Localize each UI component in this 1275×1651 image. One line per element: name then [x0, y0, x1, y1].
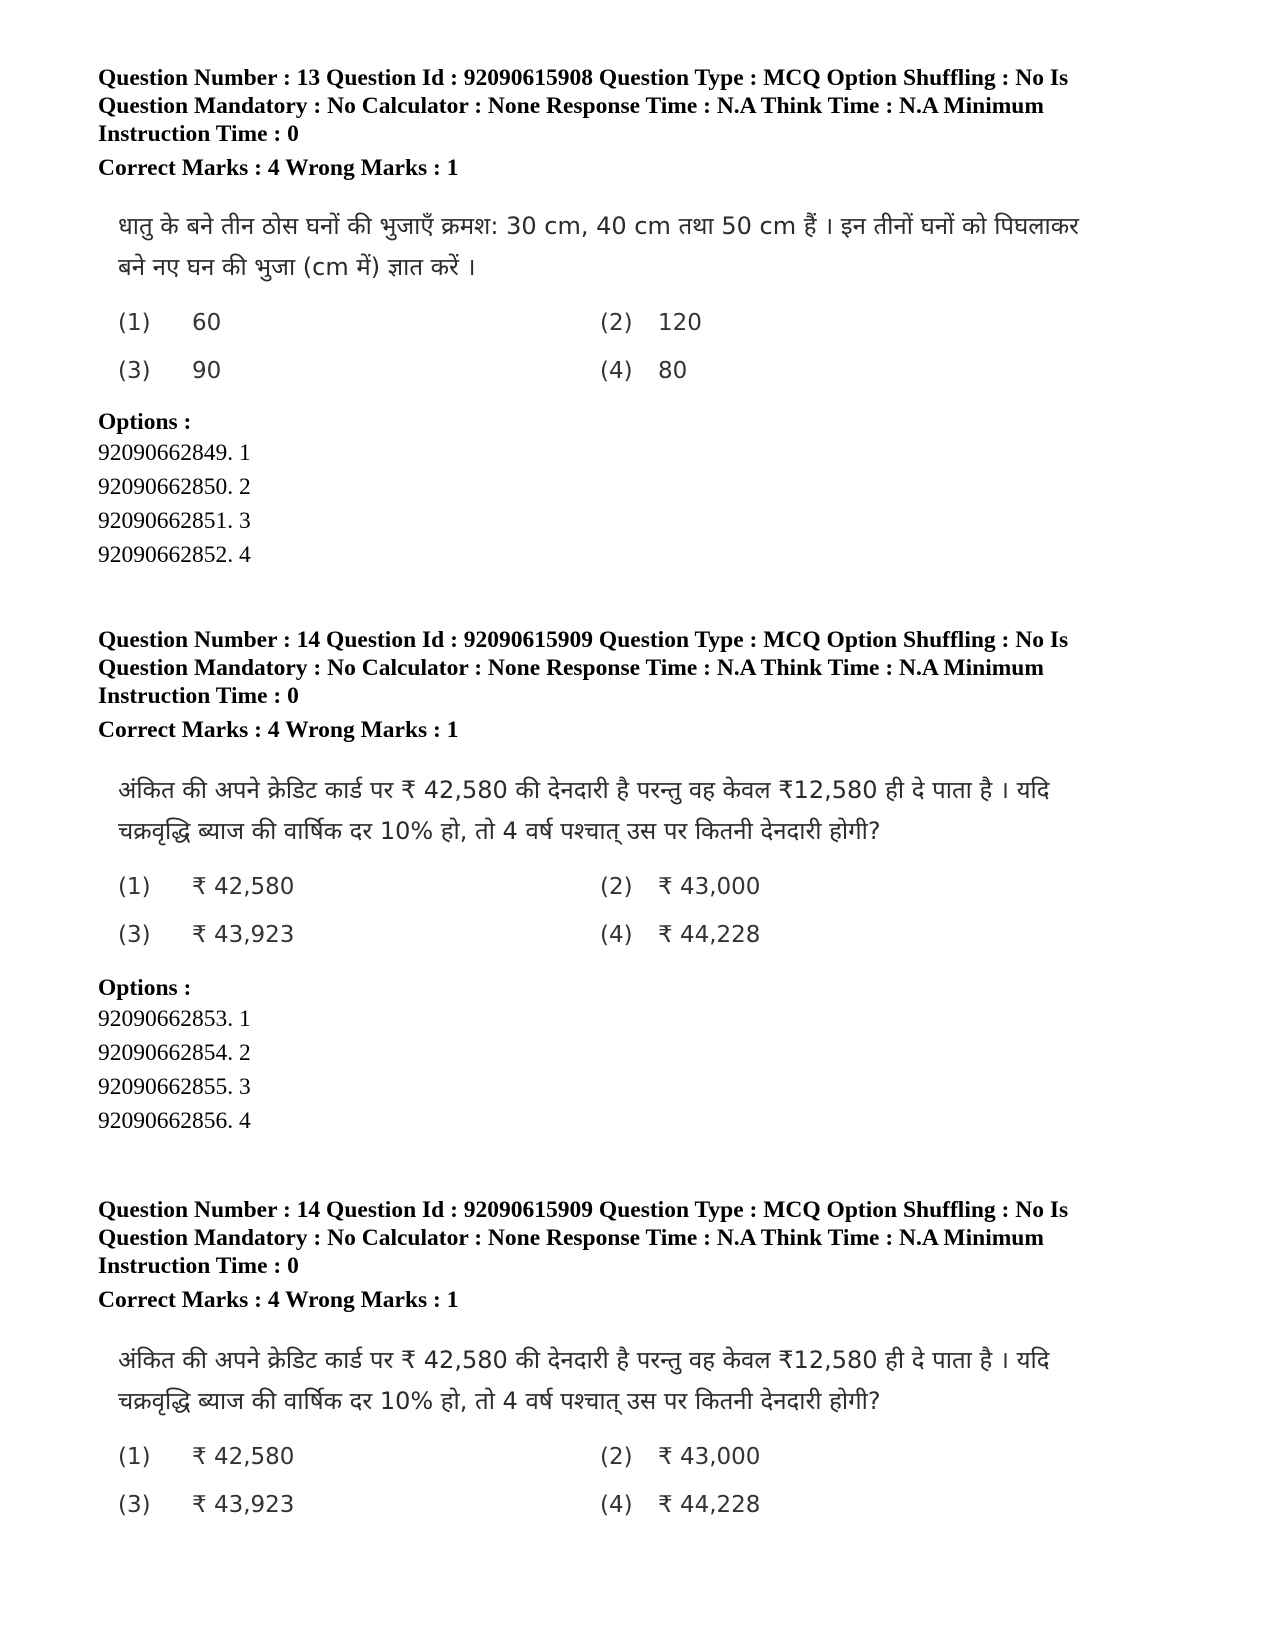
- choice-3: [118, 1490, 294, 1520]
- choice-3: [118, 920, 294, 950]
- question-meta-line-1: Question Number : 14 Question Id : 92090615909 Question Type : MCQ Option Shuffling : No Is: [98, 627, 1069, 653]
- choice-number: (4): [600, 1492, 633, 1518]
- option-row: 92090662853. 1: [98, 1006, 251, 1032]
- choice-1: [118, 872, 294, 902]
- question-text-line-1: अंकित की अपने क्रेडिट कार्ड पर ₹ 42,580 की देनदारी है परन्तु वह केवल ₹12,580 ही दे पाता है । यदि: [118, 1346, 1050, 1374]
- option-row: 92090662855. 3: [98, 1074, 251, 1100]
- question-body: [118, 770, 1158, 970]
- choice-value: ₹ 42,580: [192, 1444, 295, 1470]
- choice-2: [600, 308, 702, 338]
- choice-number: (3): [118, 922, 151, 948]
- choice-value: ₹ 44,228: [658, 1492, 761, 1518]
- question-text-line-2: बने नए घन की भुजा (cm में) ज्ञात करें ।: [118, 253, 476, 281]
- question-meta-line-2: Question Mandatory : No Calculator : None Response Time : N.A Think Time : N.A Minimum: [98, 1225, 1044, 1251]
- question-text-line-2: चक्रवृद्धि ब्याज की वार्षिक दर 10% हो, तो 4 वर्ष पश्चात् उस पर कितनी देनदारी होगी?: [118, 1387, 881, 1415]
- question-meta-line-3: Instruction Time : 0: [98, 1253, 299, 1279]
- question-marks: Correct Marks : 4 Wrong Marks : 1: [98, 155, 459, 181]
- choice-number: (3): [118, 358, 151, 384]
- choice-4: [600, 356, 687, 386]
- question-meta-line-3: Instruction Time : 0: [98, 683, 299, 709]
- choice-3: [118, 356, 221, 386]
- choice-value: ₹ 44,228: [658, 922, 761, 948]
- choice-number: (2): [600, 310, 633, 336]
- choice-1: [118, 1442, 294, 1472]
- choice-value: 80: [658, 358, 688, 384]
- choice-value: ₹ 43,000: [658, 874, 761, 900]
- choice-number: (3): [118, 1492, 151, 1518]
- question-body: [118, 206, 1158, 406]
- choice-value: ₹ 42,580: [192, 874, 295, 900]
- choice-number: (1): [118, 874, 151, 900]
- choice-value: ₹ 43,000: [658, 1444, 761, 1470]
- choice-4: [600, 1490, 760, 1520]
- question-text-line-1: धातु के बने तीन ठोस घनों की भुजाएँ क्रमश: 30 cm, 40 cm तथा 50 cm हैं । इन तीनों घनों को पिघलाकर: [118, 212, 1079, 240]
- question-meta-line-1: Question Number : 13 Question Id : 92090615908 Question Type : MCQ Option Shuffling : No Is: [98, 65, 1069, 91]
- question-meta-line-1: Question Number : 14 Question Id : 92090615909 Question Type : MCQ Option Shuffling : No Is: [98, 1197, 1069, 1223]
- choice-grid: [118, 306, 1158, 406]
- choice-2: [600, 1442, 760, 1472]
- question-marks: Correct Marks : 4 Wrong Marks : 1: [98, 1287, 459, 1313]
- choice-number: (4): [600, 922, 633, 948]
- choice-2: [600, 872, 760, 902]
- question-meta-line-3: Instruction Time : 0: [98, 121, 299, 147]
- choice-grid: [118, 1440, 1158, 1540]
- choice-value: ₹ 43,923: [192, 1492, 295, 1518]
- choice-number: (1): [118, 310, 151, 336]
- choice-4: [600, 920, 760, 950]
- option-row: 92090662850. 2: [98, 474, 251, 500]
- options-label: Options :: [98, 409, 192, 435]
- question-text-line-2: चक्रवृद्धि ब्याज की वार्षिक दर 10% हो, तो 4 वर्ष पश्चात् उस पर कितनी देनदारी होगी?: [118, 817, 881, 845]
- question-body: [118, 1340, 1158, 1540]
- choice-value: 60: [192, 310, 222, 336]
- question-marks: Correct Marks : 4 Wrong Marks : 1: [98, 717, 459, 743]
- choice-1: [118, 308, 221, 338]
- option-row: 92090662854. 2: [98, 1040, 251, 1066]
- option-row: 92090662852. 4: [98, 542, 251, 568]
- choice-value: ₹ 43,923: [192, 922, 295, 948]
- choice-number: (2): [600, 874, 633, 900]
- option-row: 92090662856. 4: [98, 1108, 251, 1134]
- question-block-3: [98, 1196, 1188, 1540]
- question-meta-line-2: Question Mandatory : No Calculator : None Response Time : N.A Think Time : N.A Minimum: [98, 93, 1044, 119]
- option-row: 92090662851. 3: [98, 508, 251, 534]
- option-row: 92090662849. 1: [98, 440, 251, 466]
- choice-number: (1): [118, 1444, 151, 1470]
- options-label: Options :: [98, 975, 192, 1001]
- choice-value: 90: [192, 358, 222, 384]
- question-block-2: [98, 626, 1188, 1138]
- choice-number: (4): [600, 358, 633, 384]
- choice-value: 120: [658, 310, 702, 336]
- choice-number: (2): [600, 1444, 633, 1470]
- question-block-1: [98, 64, 1188, 572]
- choice-grid: [118, 870, 1158, 970]
- question-meta-line-2: Question Mandatory : No Calculator : None Response Time : N.A Think Time : N.A Minimum: [98, 655, 1044, 681]
- question-text-line-1: अंकित की अपने क्रेडिट कार्ड पर ₹ 42,580 की देनदारी है परन्तु वह केवल ₹12,580 ही दे पाता है । यदि: [118, 776, 1050, 804]
